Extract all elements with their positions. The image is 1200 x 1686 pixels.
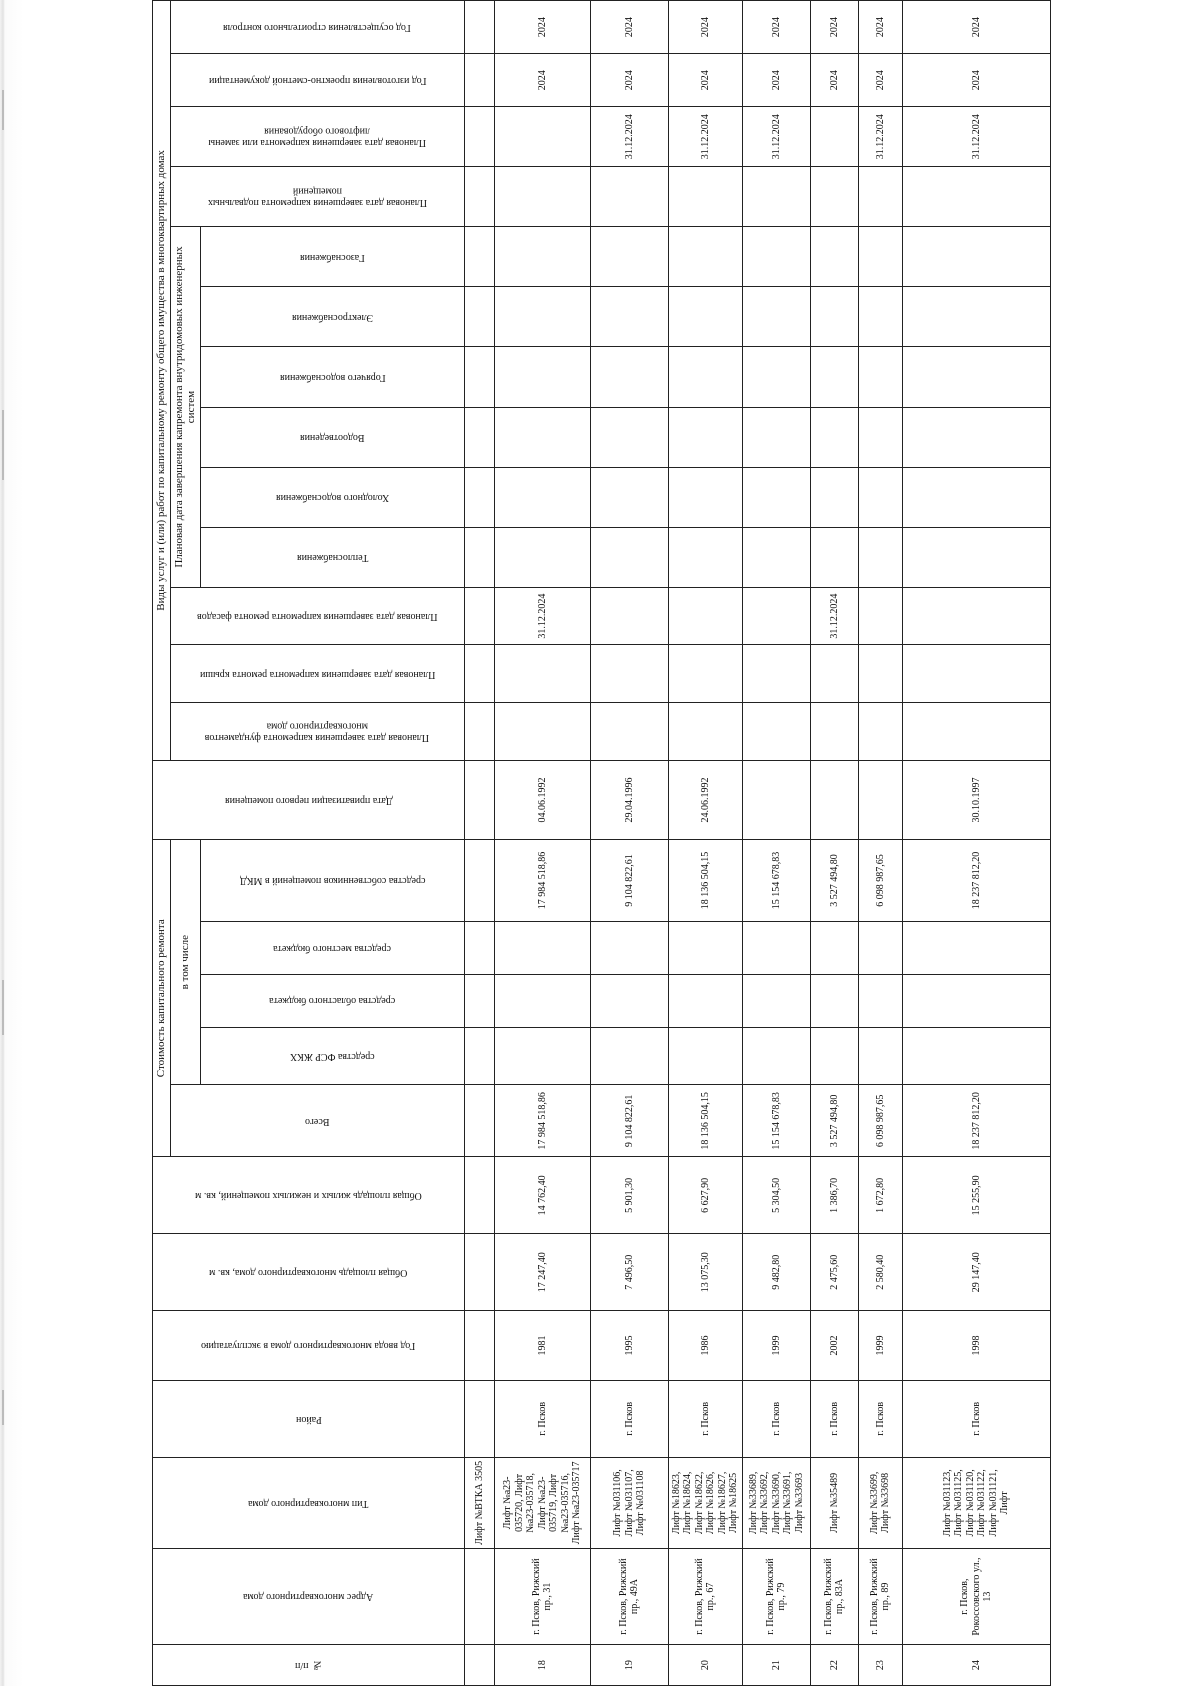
cell-total-area: 2 580,40 <box>858 1234 902 1311</box>
cell-roof <box>858 645 902 703</box>
cell-control: 2024 <box>902 1 1050 54</box>
cell-privatization <box>742 760 810 839</box>
header-cost-total: Всего <box>170 1085 464 1157</box>
rotated-sheet <box>152 0 1117 1686</box>
cell-district: г. Псков <box>902 1380 1050 1457</box>
cell-privatization: 24.06.1992 <box>668 760 742 839</box>
cell-regional <box>810 974 858 1027</box>
cell-district: г. Псков <box>668 1380 742 1457</box>
table-row <box>590 1 668 1686</box>
cell-district: г. Псков <box>858 1380 902 1457</box>
cell-total-cost: 17 984 518,86 <box>494 1085 590 1157</box>
cell-address: г. Псков, Рижский пр., 31 <box>494 1549 590 1645</box>
cell-district: г. Псков <box>590 1380 668 1457</box>
cell <box>464 347 494 407</box>
cell-control: 2024 <box>810 1 858 54</box>
scan-speck <box>2 1390 4 1425</box>
cell-type: Лифт №ВТКА 3505 <box>464 1457 494 1548</box>
cell <box>464 587 494 645</box>
header-engineering-group: Плановая дата завершения капремонта внутридомовых инженерных систем <box>170 227 200 587</box>
cell-basement <box>902 167 1050 227</box>
cell-regional <box>590 974 668 1027</box>
cell-heating <box>902 527 1050 587</box>
cell-total-cost: 9 104 822,61 <box>590 1085 668 1157</box>
cell-facade: 31.12.2024 <box>810 587 858 645</box>
header-works-group: Виды услуг и (или) работ по капитальному ремонту общего имущества в многоквартирных домах <box>153 1 171 761</box>
cell-owners: 6 098 987,65 <box>858 840 902 922</box>
cell-regional <box>858 974 902 1027</box>
cell-num: 22 <box>810 1645 858 1686</box>
cell-roof <box>590 645 668 703</box>
cell-owners: 9 104 822,61 <box>590 840 668 922</box>
cell-total-cost: 15 154 678,83 <box>742 1085 810 1157</box>
cell <box>464 1645 494 1686</box>
header-privatization-date: Дата приватизации первого помещения <box>153 760 465 839</box>
cell-roof <box>494 645 590 703</box>
cell-privatization <box>858 760 902 839</box>
cell-privatization: 30.10.1997 <box>902 760 1050 839</box>
cell-facade <box>858 587 902 645</box>
cell-hot-water <box>858 347 902 407</box>
cell-heating <box>810 527 858 587</box>
header-type: Тип многоквартирного дома <box>153 1457 465 1548</box>
capital-repair-table <box>152 0 1051 1686</box>
cell-total-cost: 18 237 812,20 <box>902 1085 1050 1157</box>
cell-num: 20 <box>668 1645 742 1686</box>
header-foundation: Плановая дата завершения капремонта фундаментов многоквартирного дома <box>170 703 464 761</box>
cell-sewer <box>742 407 810 467</box>
header-address: Адрес многоквартирного дома <box>153 1549 465 1645</box>
cell-hot-water <box>902 347 1050 407</box>
table-row <box>668 1 742 1686</box>
cell-living-area: 1 386,70 <box>810 1157 858 1234</box>
cell-regional <box>742 974 810 1027</box>
cell-local <box>494 921 590 974</box>
cell <box>464 1234 494 1311</box>
header-heating: Теплоснабжения <box>200 527 464 587</box>
cell <box>464 1380 494 1457</box>
table-row <box>810 1 858 1686</box>
cell-type: Лифт №35489 <box>810 1457 858 1548</box>
cell-fsr <box>858 1027 902 1085</box>
cell-basement <box>810 167 858 227</box>
cell-year: 1986 <box>668 1311 742 1381</box>
cell-hot-water <box>810 347 858 407</box>
cell-privatization: 04.06.1992 <box>494 760 590 839</box>
cell-regional <box>494 974 590 1027</box>
cell-num: 19 <box>590 1645 668 1686</box>
cell-type: Лифт №33689, Лифт №33692, Лифт №33690, Лифт №33691, Лифт №33693 <box>742 1457 810 1548</box>
cell-total-cost: 18 136 504,15 <box>668 1085 742 1157</box>
cell-basement <box>668 167 742 227</box>
cell-electric <box>742 287 810 347</box>
cell-gas <box>494 227 590 287</box>
cell-cold-water <box>858 467 902 527</box>
cell-hot-water <box>590 347 668 407</box>
cell <box>464 227 494 287</box>
header-district: Район <box>153 1380 465 1457</box>
cell-design: 2024 <box>668 54 742 107</box>
cell <box>464 54 494 107</box>
cell-heating <box>858 527 902 587</box>
table-row-carry <box>464 1 494 1686</box>
cell-electric <box>902 287 1050 347</box>
cell-type: Лифт №а23-035720, Лифт №а23-035718, Лифт №а23-035719, Лифт №а23-035716, Лифт №а23-035717 <box>494 1457 590 1548</box>
cell-electric <box>494 287 590 347</box>
scan-speck <box>2 90 4 130</box>
cell-total-cost: 3 527 494,80 <box>810 1085 858 1157</box>
cell-foundation <box>902 703 1050 761</box>
cell-local <box>668 921 742 974</box>
cell-total-area: 9 482,80 <box>742 1234 810 1311</box>
cell-design: 2024 <box>810 54 858 107</box>
header-elevator: Плановая дата завершения капремонта или замены лифтового оборудования <box>170 107 464 167</box>
cell-elevator <box>810 107 858 167</box>
cell-local <box>858 921 902 974</box>
cell-heating <box>668 527 742 587</box>
cell-roof <box>742 645 810 703</box>
cell-fsr <box>742 1027 810 1085</box>
cell-facade <box>902 587 1050 645</box>
cell-heating <box>742 527 810 587</box>
cell-year: 1999 <box>858 1311 902 1381</box>
header-total-area: Общая площадь многоквартирного дома, кв. м <box>153 1234 465 1311</box>
header-cost-fsr: средства ФСР ЖКХ <box>200 1027 464 1085</box>
cell-owners: 18 136 504,15 <box>668 840 742 922</box>
cell <box>464 1085 494 1157</box>
cell-roof <box>668 645 742 703</box>
cell-gas <box>590 227 668 287</box>
cell-num: 24 <box>902 1645 1050 1686</box>
cell-design: 2024 <box>858 54 902 107</box>
header-cold-water: Холодного водоснабжения <box>200 467 464 527</box>
cell-sewer <box>590 407 668 467</box>
cell-district: г. Псков <box>742 1380 810 1457</box>
cell-basement <box>590 167 668 227</box>
cell-design: 2024 <box>494 54 590 107</box>
cell-living-area: 5 901,30 <box>590 1157 668 1234</box>
cell-cold-water <box>494 467 590 527</box>
table-row <box>858 1 902 1686</box>
header-cost-regional: средства областного бюджета <box>200 974 464 1027</box>
cell-num: 18 <box>494 1645 590 1686</box>
cell-elevator: 31.12.2024 <box>590 107 668 167</box>
cell-gas <box>902 227 1050 287</box>
cell <box>464 1 494 54</box>
cell-heating <box>590 527 668 587</box>
cell-address: г. Псков, Рокоссовского ул., 13 <box>902 1549 1050 1645</box>
cell-basement <box>494 167 590 227</box>
cell <box>464 527 494 587</box>
cell-address: г. Псков, Рижский пр., 49А <box>590 1549 668 1645</box>
cell-hot-water <box>494 347 590 407</box>
cell-address: г. Псков, Рижский пр., 83А <box>810 1549 858 1645</box>
cell-cold-water <box>902 467 1050 527</box>
cell <box>464 703 494 761</box>
cell-design: 2024 <box>590 54 668 107</box>
cell-living-area: 14 762,40 <box>494 1157 590 1234</box>
cell-owners: 17 984 518,86 <box>494 840 590 922</box>
cell-total-area: 13 075,30 <box>668 1234 742 1311</box>
cell-living-area: 1 672,80 <box>858 1157 902 1234</box>
cell-year: 2002 <box>810 1311 858 1381</box>
cell-address: г. Псков, Рижский пр., 79 <box>742 1549 810 1645</box>
cell-sewer <box>668 407 742 467</box>
cell-basement <box>742 167 810 227</box>
table-row <box>494 1 590 1686</box>
cell-gas <box>810 227 858 287</box>
cell-fsr <box>668 1027 742 1085</box>
cell-local <box>902 921 1050 974</box>
cell-foundation <box>590 703 668 761</box>
cell-district: г. Псков <box>810 1380 858 1457</box>
cell-sewer <box>494 407 590 467</box>
cell-year: 1981 <box>494 1311 590 1381</box>
cell-foundation <box>742 703 810 761</box>
scan-speck <box>2 980 4 1035</box>
cell-gas <box>742 227 810 287</box>
header-construction-control: Год осуществления строительного контроля <box>170 1 464 54</box>
cell-total-cost: 6 098 987,65 <box>858 1085 902 1157</box>
cell <box>464 921 494 974</box>
cell-electric <box>590 287 668 347</box>
table-row <box>902 1 1050 1686</box>
header-roof: Плановая дата завершения капремонта ремонта крыши <box>170 645 464 703</box>
cell-control: 2024 <box>590 1 668 54</box>
cell-year: 1998 <box>902 1311 1050 1381</box>
cell <box>464 645 494 703</box>
cell-total-area: 2 475,60 <box>810 1234 858 1311</box>
cell-owners: 18 237 812,20 <box>902 840 1050 922</box>
cell-total-area: 7 496,50 <box>590 1234 668 1311</box>
cell-sewer <box>858 407 902 467</box>
cell-num: 23 <box>858 1645 902 1686</box>
cell-address: г. Псков, Рижский пр., 89 <box>858 1549 902 1645</box>
cell-num: 21 <box>742 1645 810 1686</box>
cell-control: 2024 <box>742 1 810 54</box>
cell-regional <box>902 974 1050 1027</box>
header-living-area: Общая площадь жилых и нежилых помещений, кв. м <box>153 1157 465 1234</box>
cell-hot-water <box>742 347 810 407</box>
cell-district: г. Псков <box>494 1380 590 1457</box>
cell-owners: 15 154 678,83 <box>742 840 810 922</box>
cell <box>464 467 494 527</box>
cell-elevator: 31.12.2024 <box>858 107 902 167</box>
cell-facade <box>668 587 742 645</box>
scan-edge <box>0 0 24 1686</box>
cell-year: 1999 <box>742 1311 810 1381</box>
cell <box>464 167 494 227</box>
cell-cold-water <box>590 467 668 527</box>
cell-design: 2024 <box>742 54 810 107</box>
cell-heating <box>494 527 590 587</box>
cell-year: 1995 <box>590 1311 668 1381</box>
cell-living-area: 5 304,50 <box>742 1157 810 1234</box>
cell-sewer <box>902 407 1050 467</box>
cell-gas <box>858 227 902 287</box>
cell <box>464 760 494 839</box>
cell-roof <box>810 645 858 703</box>
header-basement: Плановая дата завершения капремонта подвальных помещений <box>170 167 464 227</box>
cell-total-area: 17 247,40 <box>494 1234 590 1311</box>
cell-type: Лифт №031106, Лифт №031107, Лифт №031108 <box>590 1457 668 1548</box>
header-num: № п/п <box>153 1645 465 1686</box>
header-electric: Электроснабжения <box>200 287 464 347</box>
header-hot-water: Горячего водоснабжения <box>200 347 464 407</box>
cell-address: г. Псков, Рижский пр., 67 <box>668 1549 742 1645</box>
header-design-docs: Год изготовления проектно-сметной документации <box>170 54 464 107</box>
cell-living-area: 15 255,90 <box>902 1157 1050 1234</box>
cell <box>464 1157 494 1234</box>
cell-roof <box>902 645 1050 703</box>
cell-privatization: 29.04.1996 <box>590 760 668 839</box>
cell-foundation <box>668 703 742 761</box>
cell-gas <box>668 227 742 287</box>
cell-fsr <box>494 1027 590 1085</box>
cell <box>464 840 494 922</box>
cell-control: 2024 <box>858 1 902 54</box>
cell <box>464 407 494 467</box>
cell-fsr <box>810 1027 858 1085</box>
cell-cold-water <box>742 467 810 527</box>
cell-sewer <box>810 407 858 467</box>
cell-control: 2024 <box>494 1 590 54</box>
header-sewer: Водоотведения <box>200 407 464 467</box>
cell-electric <box>858 287 902 347</box>
cell-foundation <box>494 703 590 761</box>
cell-owners: 3 527 494,80 <box>810 840 858 922</box>
header-including: в том числе <box>170 840 200 1085</box>
scan-speck <box>2 410 4 480</box>
cell-hot-water <box>668 347 742 407</box>
header-cost-owners: средства собственников помещений в МКД <box>200 840 464 922</box>
cell-electric <box>668 287 742 347</box>
cell-control: 2024 <box>668 1 742 54</box>
header-year-built: Год ввода многоквартирного дома в эксплуатацию <box>153 1311 465 1381</box>
header-facade: Плановая дата завершения капремонта ремонта фасадов <box>170 587 464 645</box>
cell-electric <box>810 287 858 347</box>
cell-cold-water <box>810 467 858 527</box>
cell-regional <box>668 974 742 1027</box>
cell-local <box>590 921 668 974</box>
cell-elevator: 31.12.2024 <box>668 107 742 167</box>
cell <box>464 1311 494 1381</box>
cell <box>464 107 494 167</box>
cell-living-area: 6 627,90 <box>668 1157 742 1234</box>
table-row <box>742 1 810 1686</box>
cell-facade <box>742 587 810 645</box>
cell <box>464 974 494 1027</box>
cell-fsr <box>590 1027 668 1085</box>
cell <box>464 1027 494 1085</box>
cell-facade: 31.12.2024 <box>494 587 590 645</box>
cell-foundation <box>810 703 858 761</box>
cell-basement <box>858 167 902 227</box>
cell-local <box>742 921 810 974</box>
cell-local <box>810 921 858 974</box>
cell-fsr <box>902 1027 1050 1085</box>
cell-elevator: 31.12.2024 <box>742 107 810 167</box>
cell-facade <box>590 587 668 645</box>
cell-type: Лифт №18623, Лифт №18624, Лифт №18622, Лифт №18626, Лифт №18627, Лифт №18625 <box>668 1457 742 1548</box>
cell <box>464 1549 494 1645</box>
cell-privatization <box>810 760 858 839</box>
cell-type: Лифт №031123, Лифт №031125, Лифт №031120, Лифт №031122, Лифт №031121, Лифт <box>902 1457 1050 1548</box>
cell-design: 2024 <box>902 54 1050 107</box>
cell-cold-water <box>668 467 742 527</box>
cell-type: Лифт №33699, Лифт №33698 <box>858 1457 902 1548</box>
header-cost-local: средства местного бюджета <box>200 921 464 974</box>
cell-elevator: 31.12.2024 <box>902 107 1050 167</box>
cell-foundation <box>858 703 902 761</box>
header-cost-group: Стоимость капитального ремонта <box>153 840 171 1157</box>
cell <box>464 287 494 347</box>
cell-elevator <box>494 107 590 167</box>
cell-total-area: 29 147,40 <box>902 1234 1050 1311</box>
header-gas: Газоснабжения <box>200 227 464 287</box>
